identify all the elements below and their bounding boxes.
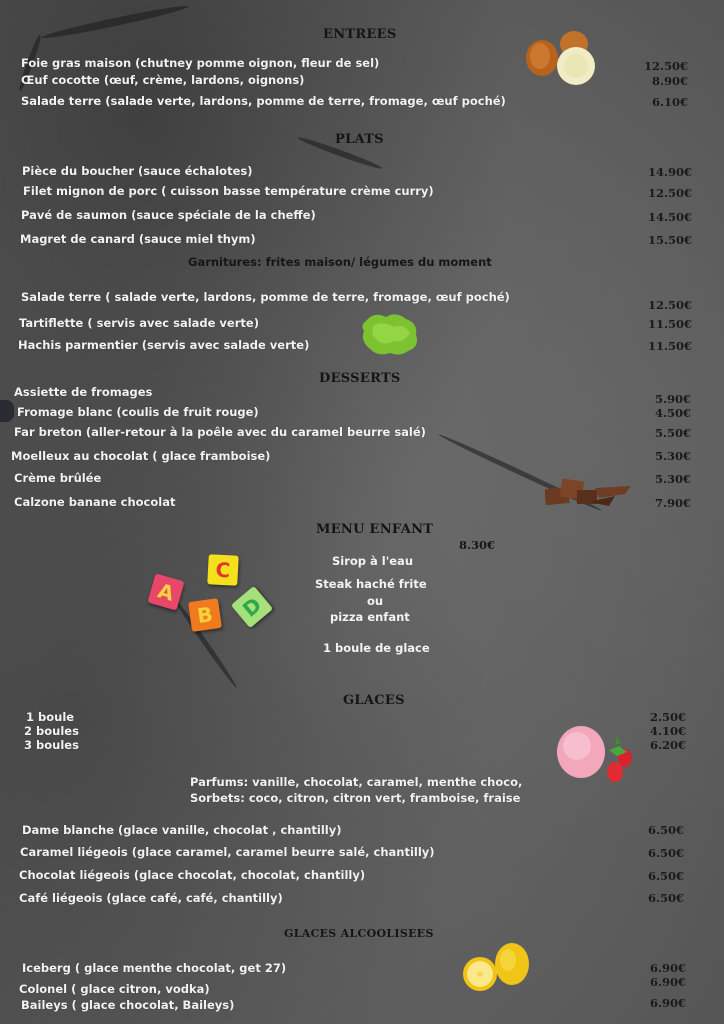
menu-item: Moelleux au chocolat ( glace framboise) (11, 449, 271, 463)
menu-item: Iceberg ( glace menthe chocolat, get 27) (22, 961, 287, 975)
section-title-desserts: DESSERTS (319, 371, 401, 386)
menu-item: Hachis parmentier (servis avec salade verte) (18, 338, 310, 352)
block-b: B (188, 598, 222, 632)
sorbets-text: Sorbets: coco, citron, citron vert, framboise, fraise (190, 791, 521, 805)
onion-icon (522, 26, 600, 86)
menu-price: 14.50€ (647, 210, 692, 224)
menu-price: 12.50€ (647, 298, 692, 312)
menu-item: Salade terre ( salade verte, lardons, pomme de terre, fromage, œuf poché) (21, 290, 510, 304)
menu-item: Dame blanche (glace vanille, chocolat , chantilly) (22, 823, 342, 837)
abc-blocks-icon (140, 548, 290, 648)
menu-price: 4.10€ (649, 724, 686, 738)
block-d: D (231, 586, 273, 628)
section-title-plats: PLATS (335, 132, 384, 147)
menu-price: 5.50€ (654, 426, 691, 440)
menu-item: Calzone banane chocolat (14, 495, 176, 509)
glace-size: 1 boule (26, 710, 75, 724)
menu-price: 6.20€ (649, 738, 686, 752)
chocolate-icon (545, 476, 633, 512)
menu-item: Caramel liégeois (glace caramel, caramel beurre salé, chantilly) (20, 845, 435, 859)
menu-price: 7.90€ (654, 496, 691, 510)
menu-item: Magret de canard (sauce miel thym) (20, 232, 256, 246)
menu-item: Œuf cocotte (œuf, crème, lardons, oignons) (21, 73, 305, 87)
lemon-icon (460, 940, 536, 994)
decorative-icon (0, 400, 14, 422)
section-title-glaces: GLACES (343, 693, 405, 708)
section-title-menu-enfant: MENU ENFANT (316, 522, 434, 537)
menu-item: Tartiflette ( servis avec salade verte) (19, 316, 259, 330)
stone-crack (41, 2, 189, 41)
menu-item: Pavé de saumon (sauce spéciale de la cheffe) (21, 208, 316, 222)
menu-price: 5.30€ (654, 449, 691, 463)
menu-price: 14.90€ (647, 165, 692, 179)
menu-enfant-price: 8.30€ (459, 538, 496, 552)
menu-item: Baileys ( glace chocolat, Baileys) (21, 998, 235, 1012)
menu-enfant-line: Sirop à l'eau (332, 554, 414, 568)
parfums-text: Parfums: vanille, chocolat, caramel, menthe choco, (190, 775, 523, 789)
menu-price: 6.50€ (647, 846, 684, 860)
menu-item: Salade terre (salade verte, lardons, pomme de terre, fromage, œuf poché) (21, 94, 506, 108)
menu-item: Filet mignon de porc ( cuisson basse température crème curry) (23, 184, 434, 198)
menu-price: 6.10€ (651, 95, 688, 109)
menu-enfant-line: ou (367, 594, 384, 608)
menu-price: 5.90€ (654, 392, 691, 406)
section-title-entrees: ENTREES (323, 27, 397, 42)
menu-price: 6.90€ (649, 961, 686, 975)
menu-price: 12.50€ (643, 59, 688, 73)
menu-item: Chocolat liégeois (glace chocolat, chocolat, chantilly) (19, 868, 366, 882)
menu-item: Colonel ( glace citron, vodka) (19, 982, 210, 996)
menu-enfant-line: Steak haché frite (315, 577, 427, 591)
menu-price: 6.90€ (649, 996, 686, 1010)
menu-price: 5.30€ (654, 472, 691, 486)
menu-price: 4.50€ (654, 406, 691, 420)
menu-item: Fromage blanc (coulis de fruit rouge) (17, 405, 259, 419)
menu-price: 6.50€ (647, 823, 684, 837)
menu-item: Assiette de fromages (14, 385, 153, 399)
menu-item: Foie gras maison (chutney pomme oignon, fleur de sel) (21, 56, 380, 70)
ice-cream-icon (555, 724, 635, 784)
glace-size: 2 boules (24, 724, 79, 738)
menu-price: 6.50€ (647, 869, 684, 883)
block-a: A (147, 573, 184, 610)
menu-price: 2.50€ (649, 710, 686, 724)
lettuce-icon (360, 311, 420, 357)
menu-price: 11.50€ (647, 317, 692, 331)
menu-item: Crème brûlée (14, 471, 102, 485)
block-c: C (207, 554, 239, 586)
menu-item: Pièce du boucher (sauce échalotes) (22, 164, 253, 178)
menu-price: 6.50€ (647, 891, 684, 905)
menu-enfant-line: 1 boule de glace (323, 641, 430, 655)
menu-item: Café liégeois (glace café, café, chantilly) (19, 891, 283, 905)
section-title-glaces-alcoolisees: GLACES ALCOOLISEES (284, 927, 434, 940)
menu-price: 12.50€ (647, 186, 692, 200)
menu-price: 11.50€ (647, 339, 692, 353)
glace-size: 3 boules (24, 738, 79, 752)
menu-price: 8.90€ (651, 74, 688, 88)
menu-item: Far breton (aller-retour à la poêle avec du caramel beurre salé) (14, 425, 426, 439)
garnitures-note: Garnitures: frites maison/ légumes du moment (188, 255, 492, 269)
menu-price: 15.50€ (647, 233, 692, 247)
menu-enfant-line: pizza enfant (330, 610, 410, 624)
menu-price: 6.90€ (649, 975, 686, 989)
